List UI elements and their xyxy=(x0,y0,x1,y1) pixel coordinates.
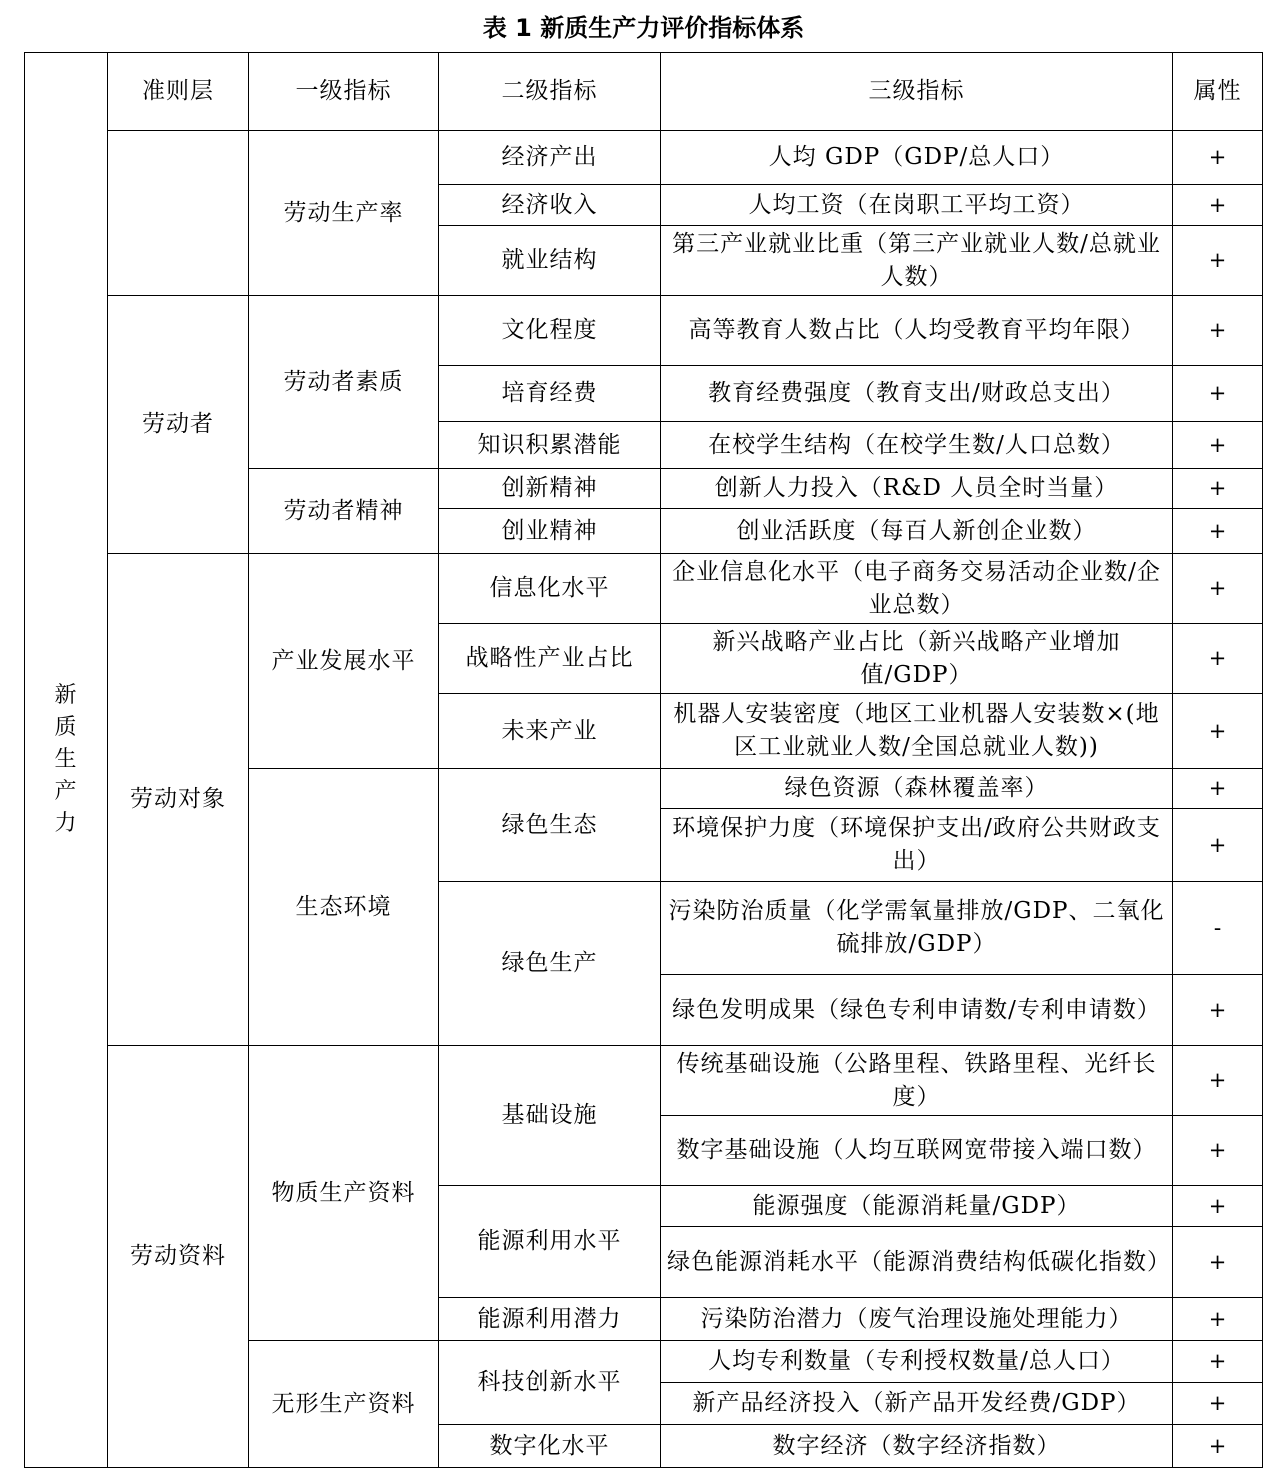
attribute-cell: + xyxy=(1173,1383,1263,1425)
level2-cell: 战略性产业占比 xyxy=(439,624,661,694)
level3-cell: 在校学生结构（在校学生数/人口总数） xyxy=(661,422,1173,469)
table-row xyxy=(25,296,1263,366)
attribute-cell: + xyxy=(1173,296,1263,366)
header-row xyxy=(25,53,1263,131)
header-attribute: 属性 xyxy=(1173,53,1263,131)
attribute-cell: + xyxy=(1173,509,1263,554)
attribute-cell: + xyxy=(1173,624,1263,694)
attribute-cell: + xyxy=(1173,809,1263,882)
level1-cell: 产业发展水平 xyxy=(249,554,439,769)
level3-cell: 污染防治质量（化学需氧量排放/GDP、二氧化硫排放/GDP） xyxy=(661,882,1173,975)
level1-cell: 劳动者素质 xyxy=(249,296,439,469)
level1-cell: 劳动者精神 xyxy=(249,469,439,554)
level3-cell: 绿色能源消耗水平（能源消费结构低碳化指数） xyxy=(661,1227,1173,1298)
level3-cell: 人均工资（在岗职工平均工资） xyxy=(661,185,1173,226)
level2-cell: 科技创新水平 xyxy=(439,1341,661,1425)
header-level3: 三级指标 xyxy=(661,53,1173,131)
attribute-cell: + xyxy=(1173,366,1263,422)
level2-cell: 创新精神 xyxy=(439,469,661,509)
level2-cell: 文化程度 xyxy=(439,296,661,366)
level3-cell: 企业信息化水平（电子商务交易活动企业数/企业总数） xyxy=(661,554,1173,624)
level3-cell: 环境保护力度（环境保护支出/政府公共财政支出） xyxy=(661,809,1173,882)
attribute-cell: + xyxy=(1173,975,1263,1046)
level3-cell: 第三产业就业比重（第三产业就业人数/总就业人数） xyxy=(661,226,1173,296)
table-row xyxy=(25,554,1263,624)
criterion-cell xyxy=(108,131,249,296)
level2-cell: 能源利用潜力 xyxy=(439,1298,661,1341)
level2-cell: 数字化水平 xyxy=(439,1425,661,1468)
level1-cell: 劳动生产率 xyxy=(249,131,439,296)
attribute-cell: + xyxy=(1173,1046,1263,1116)
attribute-cell: + xyxy=(1173,1227,1263,1298)
attribute-cell: + xyxy=(1173,1116,1263,1186)
criterion-cell: 劳动者 xyxy=(108,296,249,554)
level3-cell: 教育经费强度（教育支出/财政总支出） xyxy=(661,366,1173,422)
level2-cell: 信息化水平 xyxy=(439,554,661,624)
attribute-cell: + xyxy=(1173,185,1263,226)
attribute-cell: + xyxy=(1173,1341,1263,1383)
attribute-cell: + xyxy=(1173,422,1263,469)
criterion-cell: 劳动资料 xyxy=(108,1046,249,1468)
header-level2: 二级指标 xyxy=(439,53,661,131)
level3-cell: 人均 GDP（GDP/总人口） xyxy=(661,131,1173,185)
table-row xyxy=(25,1046,1263,1116)
level3-cell: 新兴战略产业占比（新兴战略产业增加值/GDP） xyxy=(661,624,1173,694)
level3-cell: 污染防治潜力（废气治理设施处理能力） xyxy=(661,1298,1173,1341)
table-caption: 表 1 新质生产力评价指标体系 xyxy=(482,14,805,42)
indicator-table xyxy=(24,52,1263,1468)
side-label-cell xyxy=(25,53,108,1468)
attribute-cell: + xyxy=(1173,226,1263,296)
level3-cell: 能源强度（能源消耗量/GDP） xyxy=(661,1186,1173,1227)
attribute-cell: + xyxy=(1173,1298,1263,1341)
level3-cell: 传统基础设施（公路里程、铁路里程、光纤长度） xyxy=(661,1046,1173,1116)
level2-cell: 基础设施 xyxy=(439,1046,661,1186)
level3-cell: 数字基础设施（人均互联网宽带接入端口数） xyxy=(661,1116,1173,1186)
header-criterion: 准则层 xyxy=(108,53,249,131)
level2-cell: 能源利用水平 xyxy=(439,1186,661,1298)
level2-cell: 知识积累潜能 xyxy=(439,422,661,469)
header-level1: 一级指标 xyxy=(249,53,439,131)
side-label: 新质生产力 xyxy=(54,683,78,836)
level2-cell: 创业精神 xyxy=(439,509,661,554)
attribute-cell: + xyxy=(1173,1186,1263,1227)
level3-cell: 创业活跃度（每百人新创企业数） xyxy=(661,509,1173,554)
level3-cell: 数字经济（数字经济指数） xyxy=(661,1425,1173,1468)
level3-cell: 高等教育人数占比（人均受教育平均年限） xyxy=(661,296,1173,366)
level2-cell: 就业结构 xyxy=(439,226,661,296)
attribute-cell: + xyxy=(1173,769,1263,809)
level3-cell: 新产品经济投入（新产品开发经费/GDP） xyxy=(661,1383,1173,1425)
level2-cell: 未来产业 xyxy=(439,694,661,769)
level1-cell: 无形生产资料 xyxy=(249,1341,439,1468)
level2-cell: 经济产出 xyxy=(439,131,661,185)
level3-cell: 机器人安装密度（地区工业机器人安装数×(地区工业就业人数/全国总就业人数)) xyxy=(661,694,1173,769)
level2-cell: 绿色生产 xyxy=(439,882,661,1046)
attribute-cell: - xyxy=(1173,882,1263,975)
level3-cell: 创新人力投入（R&D 人员全时当量） xyxy=(661,469,1173,509)
level1-cell: 生态环境 xyxy=(249,769,439,1046)
level3-cell: 绿色资源（森林覆盖率） xyxy=(661,769,1173,809)
attribute-cell: + xyxy=(1173,1425,1263,1468)
attribute-cell: + xyxy=(1173,694,1263,769)
attribute-cell: + xyxy=(1173,131,1263,185)
level3-cell: 人均专利数量（专利授权数量/总人口） xyxy=(661,1341,1173,1383)
level2-cell: 绿色生态 xyxy=(439,769,661,882)
level2-cell: 经济收入 xyxy=(439,185,661,226)
level3-cell: 绿色发明成果（绿色专利申请数/专利申请数） xyxy=(661,975,1173,1046)
level1-cell: 物质生产资料 xyxy=(249,1046,439,1341)
table-row xyxy=(25,131,1263,185)
attribute-cell: + xyxy=(1173,554,1263,624)
attribute-cell: + xyxy=(1173,469,1263,509)
level2-cell: 培育经费 xyxy=(439,366,661,422)
criterion-cell: 劳动对象 xyxy=(108,554,249,1046)
